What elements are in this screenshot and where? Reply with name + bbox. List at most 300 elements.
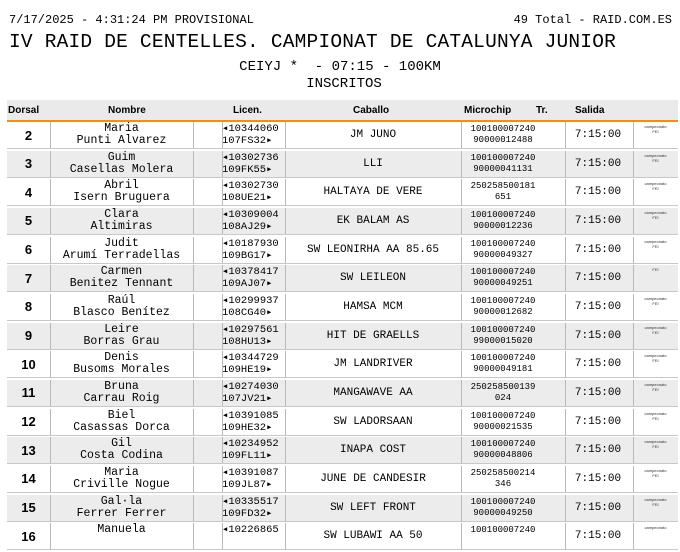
rider-name xyxy=(50,409,193,435)
column-divider xyxy=(285,495,286,521)
category-badge xyxy=(633,437,678,463)
microchip-line-1: 250258500139 xyxy=(470,381,536,392)
dorsal-number: 14 xyxy=(21,471,36,487)
horse-name: LLI xyxy=(363,157,383,170)
license xyxy=(222,409,285,435)
microchip xyxy=(453,495,553,521)
column-divider xyxy=(633,523,634,549)
rider-first-name: Maria xyxy=(104,465,139,479)
column-divider xyxy=(193,466,194,492)
table-row xyxy=(7,151,678,178)
badge-line-2: FEI xyxy=(652,243,659,249)
column-divider xyxy=(222,323,223,349)
rider-name xyxy=(50,294,193,320)
start-time: 7:15:00 xyxy=(574,386,622,399)
horse-license: 108AJ29▸ xyxy=(222,220,273,233)
rider-name xyxy=(50,208,193,234)
col-nombre: Nombre xyxy=(108,105,146,116)
column-divider xyxy=(565,351,566,377)
col-licencia: Licen. xyxy=(233,105,262,116)
column-divider xyxy=(633,237,634,263)
badge-line-2: FEI xyxy=(652,267,659,273)
column-divider xyxy=(633,294,634,320)
badge-line-2: FEI xyxy=(652,214,659,220)
rider-license: ◂10297561 xyxy=(222,323,279,336)
rider-license: ◂10187930 xyxy=(222,237,279,250)
microchip-line-2: 90000049250 xyxy=(473,507,533,518)
column-divider xyxy=(633,437,634,463)
horse-license: 108CG40▸ xyxy=(222,306,273,319)
badge-line-1: campeonato xyxy=(644,353,667,359)
rider-name xyxy=(50,466,193,492)
horse-license: 109HE32▸ xyxy=(222,421,273,434)
column-divider xyxy=(285,265,286,291)
column-divider xyxy=(285,294,286,320)
table-row xyxy=(7,380,678,407)
column-divider xyxy=(461,294,462,320)
column-divider xyxy=(285,523,286,549)
start-time: 7:15:00 xyxy=(574,186,622,199)
table-row xyxy=(7,351,678,378)
column-divider xyxy=(285,151,286,177)
start-time: 7:15:00 xyxy=(574,329,622,342)
dorsal-number: 4 xyxy=(24,184,33,200)
column-divider xyxy=(285,466,286,492)
rider-last-name: Casassas Dorca xyxy=(73,420,170,434)
column-divider xyxy=(193,208,194,234)
column-divider xyxy=(461,523,462,549)
badge-line-1: campeonato xyxy=(644,238,667,244)
total-count: 49 Total - RAID.COM.ES xyxy=(513,13,672,27)
badge-line-1: campeonato xyxy=(644,324,667,330)
report-timestamp: 7/17/2025 - 4:31:24 PM PROVISIONAL xyxy=(9,13,254,27)
category-badge xyxy=(633,466,678,492)
rider-last-name: Arumí Terradellas xyxy=(62,248,181,262)
column-divider xyxy=(193,409,194,435)
rider-first-name: Clara xyxy=(104,207,139,221)
column-divider xyxy=(50,237,51,263)
microchip-line-1: 100100007240 xyxy=(470,496,536,507)
rider-last-name: Punti Alvarez xyxy=(76,134,167,147)
column-divider xyxy=(50,294,51,320)
column-divider xyxy=(222,409,223,435)
microchip-line-2: 90000021535 xyxy=(473,421,533,432)
rider-name xyxy=(50,179,193,205)
table-row xyxy=(7,294,678,321)
license xyxy=(222,122,285,148)
col-tr: Tr. xyxy=(536,105,548,116)
badge-line-2: FEI xyxy=(652,157,659,163)
event-subtitle: CEIYJ * - 07:15 - 100KM xyxy=(239,59,441,75)
column-divider xyxy=(285,409,286,435)
category-badge xyxy=(633,409,678,435)
horse-license: 107JV21▸ xyxy=(222,392,273,405)
badge-line-1: campeonato xyxy=(644,525,667,531)
license xyxy=(222,323,285,349)
column-divider xyxy=(50,380,51,406)
rider-license: ◂10344729 xyxy=(222,352,279,365)
microchip xyxy=(453,437,553,463)
column-divider xyxy=(633,409,634,435)
horse-name: MANGAWAVE AA xyxy=(333,386,413,399)
column-divider xyxy=(222,466,223,492)
column-divider xyxy=(285,437,286,463)
license xyxy=(222,208,285,234)
column-divider xyxy=(461,323,462,349)
microchip xyxy=(453,523,553,549)
horse-license: 109FL11▸ xyxy=(222,450,273,463)
horse-license: 108UE21▸ xyxy=(222,192,273,205)
column-divider xyxy=(222,122,223,148)
dorsal-number: 5 xyxy=(24,213,33,229)
horse-name: EK BALAM AS xyxy=(336,214,410,227)
column-divider xyxy=(50,466,51,492)
microchip-line-1: 100100007240 xyxy=(470,124,536,134)
column-divider xyxy=(193,151,194,177)
column-divider xyxy=(565,151,566,177)
rider-name xyxy=(50,523,193,549)
category-badge xyxy=(633,265,678,291)
column-divider xyxy=(222,437,223,463)
start-time: 7:15:00 xyxy=(574,472,622,485)
column-divider xyxy=(461,409,462,435)
column-divider xyxy=(222,351,223,377)
table-row xyxy=(7,409,678,436)
horse-name: SW LADORSAAN xyxy=(333,415,413,428)
col-caballo: Caballo xyxy=(353,105,390,116)
microchip-line-1: 100100007240 xyxy=(470,525,536,536)
microchip-line-2: 90000012682 xyxy=(473,306,533,317)
column-divider xyxy=(193,437,194,463)
badge-line-2: FEI xyxy=(652,415,659,421)
event-title: IV RAID DE CENTELLES. CAMPIONAT DE CATALUNYA JUNIOR xyxy=(9,31,616,53)
rider-last-name: Isern Bruguera xyxy=(73,191,170,205)
rider-first-name: Denis xyxy=(104,351,139,365)
column-divider xyxy=(461,351,462,377)
column-divider xyxy=(461,495,462,521)
horse-name: HAMSA MCM xyxy=(343,300,403,313)
column-divider xyxy=(285,208,286,234)
badge-line-2: FEI xyxy=(652,472,659,478)
start-time: 7:15:00 xyxy=(574,243,622,256)
rider-license: ◂10335517 xyxy=(222,495,279,508)
column-divider xyxy=(222,151,223,177)
badge-line-1: campeonato xyxy=(644,467,667,473)
start-time: 7:15:00 xyxy=(574,358,622,371)
rider-first-name: Judit xyxy=(104,236,139,250)
col-microchip: Microchip xyxy=(464,105,512,116)
column-divider xyxy=(193,179,194,205)
microchip-line-1: 100100007240 xyxy=(470,267,536,278)
microchip xyxy=(453,265,553,291)
start-time: 7:15:00 xyxy=(574,214,622,227)
horse-license: 107FS32▸ xyxy=(222,135,273,147)
horse-license: 108HU13▸ xyxy=(222,335,273,348)
column-divider xyxy=(50,437,51,463)
column-divider xyxy=(50,323,51,349)
microchip-line-2: 90000048806 xyxy=(473,450,533,461)
license xyxy=(222,237,285,263)
badge-line-2: FEI xyxy=(652,501,659,507)
license xyxy=(222,151,285,177)
table-row xyxy=(7,208,678,235)
column-divider xyxy=(285,122,286,148)
badge-line-1: campeonato xyxy=(644,152,667,158)
horse-name: JUNE DE CANDESIR xyxy=(320,472,426,485)
badge-line-2: FEI xyxy=(652,386,659,392)
rider-name xyxy=(50,122,193,148)
dorsal-number: 6 xyxy=(24,242,33,258)
column-divider xyxy=(461,265,462,291)
microchip-line-1: 100100007240 xyxy=(470,410,536,421)
column-divider xyxy=(222,495,223,521)
rider-name xyxy=(50,237,193,263)
horse-license: 109AJ07▸ xyxy=(222,278,273,291)
column-divider xyxy=(193,523,194,549)
microchip-line-2: 346 xyxy=(494,478,512,489)
list-label: INSCRITOS xyxy=(306,76,382,92)
rider-name xyxy=(50,380,193,406)
col-dorsal: Dorsal xyxy=(8,105,40,116)
horse-name: JM JUNO xyxy=(349,129,397,141)
license xyxy=(222,380,285,406)
column-divider xyxy=(565,495,566,521)
microchip xyxy=(453,179,553,205)
horse-license: 109BG17▸ xyxy=(222,249,273,262)
column-divider xyxy=(193,265,194,291)
horse-license: 109FK55▸ xyxy=(222,163,273,176)
rider-license: ◂10234952 xyxy=(222,438,279,451)
column-divider xyxy=(193,294,194,320)
table-row xyxy=(7,466,678,493)
column-divider xyxy=(565,294,566,320)
horse-name: SW LEFT FRONT xyxy=(330,501,416,514)
rider-name xyxy=(50,323,193,349)
column-divider xyxy=(565,437,566,463)
rider-last-name: Criville Nogue xyxy=(73,477,170,491)
column-divider xyxy=(633,323,634,349)
badge-line-1: campeonato xyxy=(644,381,667,387)
column-divider xyxy=(222,179,223,205)
microchip xyxy=(453,122,553,148)
microchip xyxy=(453,409,553,435)
license xyxy=(222,294,285,320)
column-divider xyxy=(633,466,634,492)
horse-name: JM LANDRIVER xyxy=(333,358,413,371)
rider-name xyxy=(50,151,193,177)
column-divider xyxy=(222,265,223,291)
rider-last-name: Carrau Roig xyxy=(83,391,160,405)
badge-line-2: FEI xyxy=(652,129,659,134)
entries-table xyxy=(7,122,678,552)
column-divider xyxy=(50,208,51,234)
dorsal-number: 8 xyxy=(24,299,33,315)
column-divider xyxy=(193,380,194,406)
microchip-line-1: 100100007240 xyxy=(470,238,536,249)
category-badge xyxy=(633,323,678,349)
table-row xyxy=(7,523,678,550)
license xyxy=(222,466,285,492)
horse-name: HALTAYA DE VERE xyxy=(323,186,423,199)
column-divider xyxy=(193,122,194,148)
column-divider xyxy=(461,122,462,148)
rider-last-name: Borras Grau xyxy=(83,334,160,348)
start-time: 7:15:00 xyxy=(574,444,622,457)
horse-name: SW LEILEON xyxy=(339,272,406,285)
rider-last-name: Benitez Tennant xyxy=(69,277,174,291)
microchip-line-1: 100100007240 xyxy=(470,295,536,306)
dorsal-number: 7 xyxy=(24,270,33,286)
start-time: 7:15:00 xyxy=(574,530,622,543)
microchip-line-1: 100100007240 xyxy=(470,324,536,335)
column-divider xyxy=(50,122,51,148)
dorsal-number: 11 xyxy=(21,385,36,401)
column-divider xyxy=(633,495,634,521)
column-divider xyxy=(461,466,462,492)
column-divider xyxy=(565,323,566,349)
category-badge xyxy=(633,179,678,205)
column-divider xyxy=(285,179,286,205)
dorsal-number: 12 xyxy=(21,414,36,430)
rider-license: ◂10391087 xyxy=(222,466,279,479)
column-divider xyxy=(461,237,462,263)
column-divider xyxy=(193,237,194,263)
rider-name xyxy=(50,351,193,377)
column-divider xyxy=(285,351,286,377)
column-divider xyxy=(461,179,462,205)
column-divider xyxy=(633,122,634,148)
microchip xyxy=(453,151,553,177)
rider-license: ◂10302736 xyxy=(222,151,279,164)
col-salida: Salida xyxy=(575,105,605,116)
badge-line-2: FEI xyxy=(652,300,659,306)
rider-name xyxy=(50,495,193,521)
rider-license: ◂10302730 xyxy=(222,180,279,193)
rider-first-name: Gil xyxy=(111,437,132,451)
license xyxy=(222,437,285,463)
badge-line-1: campeonato xyxy=(644,209,667,215)
badge-line-1: campeonato xyxy=(644,496,667,502)
table-row xyxy=(7,265,678,292)
dorsal-number: 10 xyxy=(21,356,36,372)
column-divider xyxy=(565,380,566,406)
column-divider xyxy=(461,151,462,177)
microchip xyxy=(453,294,553,320)
microchip xyxy=(453,237,553,263)
horse-license: 109FD32▸ xyxy=(222,507,273,520)
start-time: 7:15:00 xyxy=(574,157,622,170)
column-divider xyxy=(50,151,51,177)
microchip-line-1: 100100007240 xyxy=(470,439,536,450)
rider-first-name: Manuela xyxy=(97,523,146,537)
horse-license: 109HE19▸ xyxy=(222,364,273,377)
rider-first-name: Bruna xyxy=(104,379,139,393)
microchip-line-1: 250258500181 xyxy=(470,181,536,192)
column-divider xyxy=(50,351,51,377)
badge-line-1: campeonato xyxy=(644,181,667,187)
license xyxy=(222,495,285,521)
column-divider xyxy=(565,409,566,435)
column-divider xyxy=(565,122,566,148)
rider-license: ◂10309004 xyxy=(222,208,279,221)
rider-first-name: Maria xyxy=(104,122,139,135)
microchip-line-2: 024 xyxy=(494,392,512,403)
horse-name: SW LEONIRHA AA 85.65 xyxy=(306,243,440,256)
rider-last-name: Blasco Benítez xyxy=(73,305,170,319)
table-row xyxy=(7,495,678,522)
rider-license: ◂10391085 xyxy=(222,409,279,422)
microchip-line-1: 100100007240 xyxy=(470,209,536,220)
rider-last-name: Costa Codina xyxy=(80,449,163,463)
start-time: 7:15:00 xyxy=(574,501,622,514)
column-divider xyxy=(633,351,634,377)
column-divider xyxy=(565,237,566,263)
badge-line-2: FEI xyxy=(652,329,659,335)
rider-license: ◂10344060 xyxy=(222,123,279,135)
start-time: 7:15:00 xyxy=(574,272,622,285)
column-divider xyxy=(285,323,286,349)
license xyxy=(222,179,285,205)
rider-name xyxy=(50,437,193,463)
column-divider xyxy=(222,208,223,234)
table-header xyxy=(7,100,678,122)
microchip xyxy=(453,208,553,234)
badge-line-1: campeonato xyxy=(644,295,667,301)
dorsal-number: 2 xyxy=(24,127,33,143)
column-divider xyxy=(565,523,566,549)
column-divider xyxy=(633,380,634,406)
rider-first-name: Guim xyxy=(107,150,136,164)
column-divider xyxy=(633,151,634,177)
dorsal-number: 16 xyxy=(21,528,36,544)
column-divider xyxy=(461,380,462,406)
horse-name: SW LUBAWI AA 50 xyxy=(323,530,423,543)
dorsal-number: 13 xyxy=(21,442,36,458)
category-badge xyxy=(633,523,678,549)
microchip-line-1: 100100007240 xyxy=(470,152,536,163)
rider-last-name: Casellas Molera xyxy=(69,162,174,176)
rider-license: ◂10274030 xyxy=(222,380,279,393)
microchip-line-2: 90000049181 xyxy=(473,364,533,375)
microchip xyxy=(453,323,553,349)
column-divider xyxy=(285,237,286,263)
category-badge xyxy=(633,208,678,234)
column-divider xyxy=(633,208,634,234)
rider-license: ◂10226865 xyxy=(222,524,279,537)
category-badge xyxy=(633,122,678,148)
microchip xyxy=(453,351,553,377)
horse-name: INAPA COST xyxy=(339,444,406,457)
rider-last-name: Altimiras xyxy=(90,219,153,233)
column-divider xyxy=(193,323,194,349)
license xyxy=(222,265,285,291)
category-badge xyxy=(633,151,678,177)
microchip-line-2: 90000041131 xyxy=(473,163,533,174)
table-row xyxy=(7,323,678,350)
start-time: 7:15:00 xyxy=(574,415,622,428)
rider-first-name: Gal·la xyxy=(100,494,143,508)
microchip xyxy=(453,380,553,406)
category-badge xyxy=(633,351,678,377)
table-row xyxy=(7,122,678,149)
start-time: 7:15:00 xyxy=(574,129,622,141)
rider-first-name: Raúl xyxy=(107,293,136,307)
microchip-line-2: 99000015020 xyxy=(473,335,533,346)
microchip-line-1: 250258500214 xyxy=(470,467,536,478)
column-divider xyxy=(50,179,51,205)
column-divider xyxy=(50,523,51,549)
column-divider xyxy=(285,380,286,406)
